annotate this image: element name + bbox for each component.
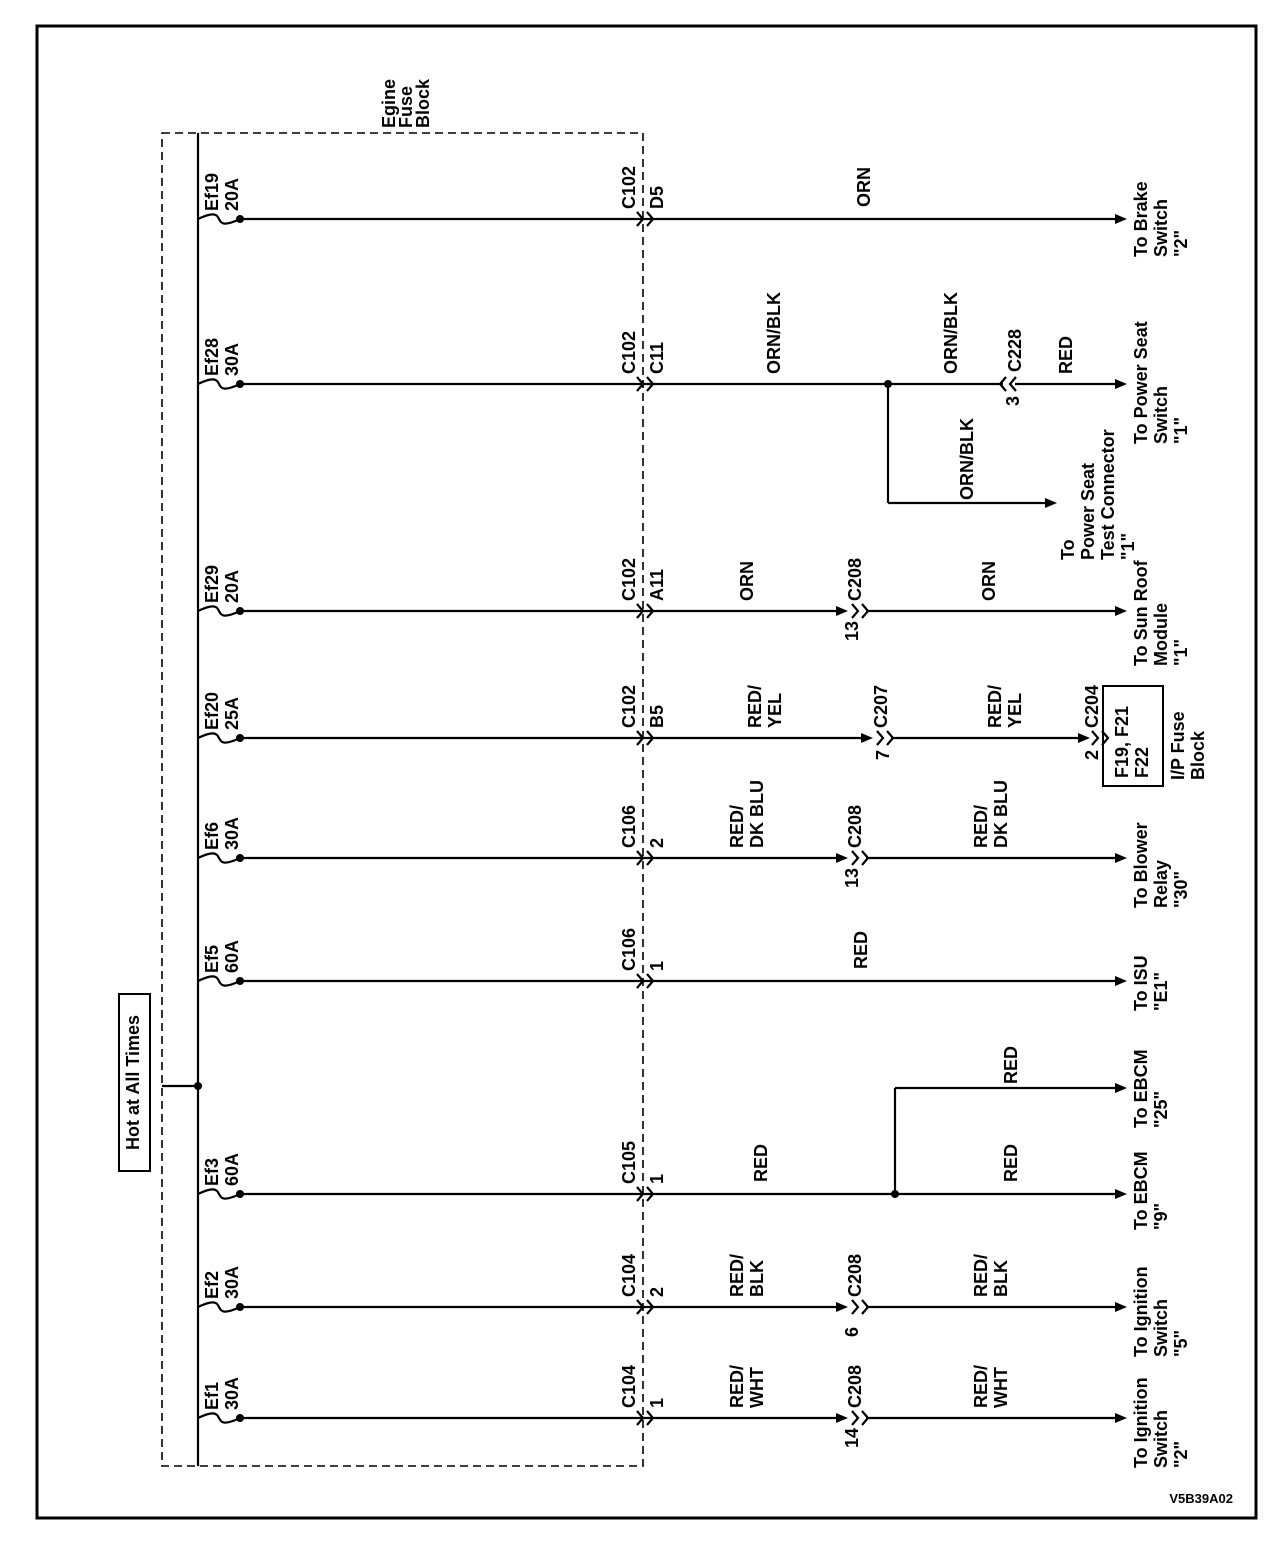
svg-text:ORN: ORN	[854, 167, 874, 207]
destination-label	[1131, 955, 1171, 1011]
inline-pin-label	[842, 621, 862, 641]
connector-pin-label	[647, 1174, 667, 1184]
connector-label	[619, 685, 639, 728]
svg-text:C106: C106	[619, 804, 639, 848]
connector-pin-label	[647, 569, 667, 601]
svg-text:13: 13	[842, 620, 862, 641]
svg-text:2: 2	[647, 837, 667, 848]
wire-color-label	[727, 1254, 767, 1297]
branch-wire-color-label	[1001, 1046, 1021, 1084]
arrow-icon	[836, 1413, 848, 1423]
svg-text:To EBCM"25": To EBCM"25"	[1131, 1049, 1171, 1128]
destination-label	[1131, 559, 1191, 666]
wire-color-label	[971, 1254, 1011, 1297]
circuit-ef6	[198, 780, 1191, 908]
destination-label	[1131, 1151, 1171, 1230]
fuse-label	[202, 565, 242, 603]
fuse-icon	[198, 379, 240, 388]
fuse-icon	[198, 1413, 240, 1422]
svg-text:EgineFuseBlock: EgineFuseBlock	[379, 78, 433, 128]
svg-text:C102: C102	[619, 330, 639, 374]
svg-text:To BlowerRelay"30": To BlowerRelay"30"	[1131, 822, 1191, 908]
wire-color-label	[851, 931, 871, 969]
branch-wire-color-label	[957, 418, 977, 500]
connector-label	[619, 1141, 639, 1184]
circuit-ef20	[198, 685, 1208, 786]
fuse-icon	[198, 733, 240, 742]
svg-text:14: 14	[842, 1427, 862, 1448]
arrow-icon	[1115, 379, 1127, 389]
wire-color-label	[941, 292, 961, 374]
svg-text:To IgnitionSwitch"5": To IgnitionSwitch"5"	[1131, 1266, 1191, 1357]
circuit-ef2	[198, 1254, 1191, 1357]
arrow-icon	[1045, 498, 1057, 508]
svg-text:D5: D5	[647, 185, 667, 209]
end-connector-label	[1082, 685, 1102, 728]
arrow-icon	[1078, 733, 1090, 743]
fuse-label	[202, 1153, 242, 1186]
svg-text:C228: C228	[1005, 328, 1025, 372]
arrow-icon	[1115, 1413, 1127, 1423]
svg-text:Ef2025A: Ef2025A	[202, 691, 242, 730]
svg-text:RED: RED	[751, 1143, 771, 1182]
branch-destination-label	[1058, 429, 1138, 560]
svg-text:Ef2920A: Ef2920A	[202, 564, 242, 603]
ip-fuse-box-label	[1112, 706, 1152, 778]
inline-pin-label	[1003, 396, 1023, 406]
circuit-ef19	[198, 166, 1191, 257]
inline-connector-label	[845, 558, 865, 601]
fuse-icon	[198, 606, 240, 615]
svg-text:C208: C208	[845, 1253, 865, 1297]
arrow-icon	[1115, 1302, 1127, 1312]
inline-connector-icon	[852, 851, 868, 865]
svg-text:To EBCM"9": To EBCM"9"	[1131, 1151, 1171, 1230]
fuse-icon	[198, 853, 240, 862]
fuse-icon	[198, 214, 240, 223]
bus-splice	[194, 1082, 202, 1090]
svg-text:To BrakeSwitch"2": To BrakeSwitch"2"	[1131, 181, 1191, 257]
svg-text:A11: A11	[647, 568, 667, 601]
svg-text:RED/BLK: RED/BLK	[971, 1253, 1011, 1297]
destination-label	[1131, 1377, 1191, 1468]
svg-text:RED/DK BLU: RED/DK BLU	[971, 780, 1011, 848]
inline-connector-label	[1005, 329, 1025, 372]
svg-text:RED/YEL: RED/YEL	[745, 684, 785, 728]
inline-connector-label	[871, 685, 891, 728]
inline-connector-label	[845, 1254, 865, 1297]
destination-label	[1131, 181, 1191, 257]
svg-text:C106: C106	[619, 927, 639, 971]
svg-text:C102: C102	[619, 557, 639, 601]
wire-color-label	[737, 561, 757, 601]
wire-color-label	[979, 561, 999, 601]
svg-text:To Sun RoofModule"1": To Sun RoofModule"1"	[1131, 560, 1191, 666]
arrow-icon	[1115, 976, 1127, 986]
connector-pin-label	[647, 1398, 667, 1408]
connector-pin-label	[647, 1287, 667, 1297]
svg-text:1: 1	[647, 1397, 667, 1408]
arrow-icon	[836, 1302, 848, 1312]
inline-pin-label	[842, 868, 862, 888]
end-connector-icon	[1092, 731, 1108, 745]
svg-text:RED: RED	[851, 930, 871, 969]
svg-text:RED/WHT: RED/WHT	[971, 1364, 1011, 1408]
svg-text:2: 2	[1082, 749, 1102, 760]
inline-pin-label	[842, 1327, 862, 1337]
svg-text:C207: C207	[871, 684, 891, 728]
svg-text:Ef560A: Ef560A	[202, 939, 242, 973]
inline-connector-icon	[852, 1411, 868, 1425]
svg-text:3: 3	[1003, 395, 1023, 406]
svg-text:C208: C208	[845, 557, 865, 601]
svg-text:RED: RED	[1001, 1143, 1021, 1182]
svg-text:Ef2830A: Ef2830A	[202, 337, 242, 376]
svg-text:ORN: ORN	[737, 561, 757, 601]
title-label	[123, 1015, 143, 1150]
fuse-icon	[198, 1302, 240, 1311]
arrow-icon	[1115, 214, 1127, 224]
svg-text:ORN/BLK: ORN/BLK	[941, 292, 961, 374]
connector-label	[619, 1365, 639, 1408]
wire-color-label	[854, 167, 874, 207]
fuse-label	[202, 692, 242, 730]
wire-color-label	[985, 685, 1025, 728]
svg-text:ToPower SeatTest Connector"1": ToPower SeatTest Connector"1"	[1058, 429, 1138, 560]
fuse-label	[202, 173, 242, 211]
inline-connector-icon	[877, 731, 893, 745]
svg-text:C11: C11	[647, 341, 667, 374]
wire-color-label	[751, 1144, 771, 1182]
svg-text:C102: C102	[619, 165, 639, 209]
connector-label	[619, 166, 639, 209]
end-pin-label	[1082, 750, 1102, 760]
svg-text:1: 1	[647, 1173, 667, 1184]
wire-color-label	[1001, 1144, 1021, 1182]
arrow-icon	[1115, 606, 1127, 616]
arrow-icon	[1115, 853, 1127, 863]
inline-connector-label	[845, 1365, 865, 1408]
svg-text:RED/DK BLU: RED/DK BLU	[727, 780, 767, 848]
svg-text:1: 1	[647, 960, 667, 971]
wire-color-label	[727, 1365, 767, 1408]
svg-text:C104: C104	[619, 1253, 639, 1297]
circuit-ef1	[198, 1365, 1191, 1468]
inline-pin-label	[873, 750, 893, 760]
svg-text:Ef1920A: Ef1920A	[202, 172, 242, 211]
circuit-ef5	[198, 928, 1171, 1011]
svg-text:Ef130A: Ef130A	[202, 1376, 242, 1410]
fuse-label	[202, 1266, 242, 1299]
connector-pin-label	[647, 342, 667, 374]
circuit-ef29	[198, 558, 1191, 666]
arrow-icon	[1115, 1083, 1127, 1093]
figure-id: V5B39A02	[1169, 1491, 1233, 1506]
arrow-icon	[836, 853, 848, 863]
svg-text:C105: C105	[619, 1140, 639, 1184]
destination-label	[1131, 321, 1191, 444]
fuse-label	[202, 338, 242, 376]
svg-text:F19, F21F22: F19, F21F22	[1112, 705, 1152, 778]
connector-pin-label	[647, 961, 667, 971]
wire-color-label	[745, 685, 785, 728]
fuse-icon	[198, 1189, 240, 1198]
wire-color-label	[1056, 336, 1076, 374]
svg-text:Hot at All Times: Hot at All Times	[123, 1014, 143, 1150]
fuse-label	[202, 817, 242, 850]
svg-text:2: 2	[647, 1286, 667, 1297]
svg-text:RED/WHT: RED/WHT	[727, 1364, 767, 1408]
svg-text:B5: B5	[647, 704, 667, 728]
inline-connector-icon	[852, 604, 868, 618]
connector-pin-label	[647, 705, 667, 728]
svg-text:Ef630A: Ef630A	[202, 816, 242, 850]
svg-text:C104: C104	[619, 1364, 639, 1408]
svg-text:RED: RED	[1001, 1045, 1021, 1084]
destination-label	[1131, 822, 1191, 908]
fuse-label	[202, 1377, 242, 1410]
svg-text:RED/BLK: RED/BLK	[727, 1253, 767, 1297]
svg-text:13: 13	[842, 867, 862, 888]
wire-color-label	[971, 1365, 1011, 1408]
connector-pin-label	[647, 838, 667, 848]
svg-text:C208: C208	[845, 804, 865, 848]
svg-text:7: 7	[873, 749, 893, 760]
wire-color-label	[971, 780, 1011, 848]
svg-text:I/P FuseBlock: I/P FuseBlock	[1168, 711, 1208, 780]
inline-connector-label	[845, 805, 865, 848]
connector-label	[619, 1254, 639, 1297]
circuit-ef3	[198, 1046, 1171, 1230]
branch-destination-label	[1131, 1049, 1171, 1128]
svg-text:Ef230A: Ef230A	[202, 1265, 242, 1299]
svg-text:RED: RED	[1056, 335, 1076, 374]
fuse-label	[202, 940, 242, 973]
fuse-icon	[198, 976, 240, 985]
arrow-icon	[861, 733, 873, 743]
svg-text:ORN/BLK: ORN/BLK	[957, 418, 977, 500]
connector-label	[619, 805, 639, 848]
connector-label	[619, 331, 639, 374]
svg-text:Ef360A: Ef360A	[202, 1152, 242, 1186]
svg-text:ORN: ORN	[979, 561, 999, 601]
arrow-icon	[1115, 1189, 1127, 1199]
wire-color-label	[764, 292, 784, 374]
svg-text:To IgnitionSwitch"2": To IgnitionSwitch"2"	[1131, 1377, 1191, 1468]
fuse-block-label	[379, 78, 433, 128]
inline-pin-label	[842, 1428, 862, 1448]
svg-text:6: 6	[842, 1326, 862, 1337]
svg-text:C208: C208	[845, 1364, 865, 1408]
destination-label	[1168, 711, 1208, 780]
inline-connector-icon	[852, 1300, 868, 1314]
svg-text:ORN/BLK: ORN/BLK	[764, 292, 784, 374]
arrow-icon	[836, 606, 848, 616]
connector-label	[619, 558, 639, 601]
svg-text:RED/YEL: RED/YEL	[985, 684, 1025, 728]
destination-label	[1131, 1266, 1191, 1357]
svg-text:To ISU"E1": To ISU"E1"	[1131, 955, 1171, 1011]
svg-text:C204: C204	[1082, 684, 1102, 728]
connector-pin-label	[647, 186, 667, 209]
circuit-ef28	[198, 292, 1191, 560]
connector-label	[619, 928, 639, 971]
wire-color-label	[727, 780, 767, 848]
svg-text:To Power SeatSwitch"1": To Power SeatSwitch"1"	[1131, 321, 1191, 444]
svg-text:C102: C102	[619, 684, 639, 728]
